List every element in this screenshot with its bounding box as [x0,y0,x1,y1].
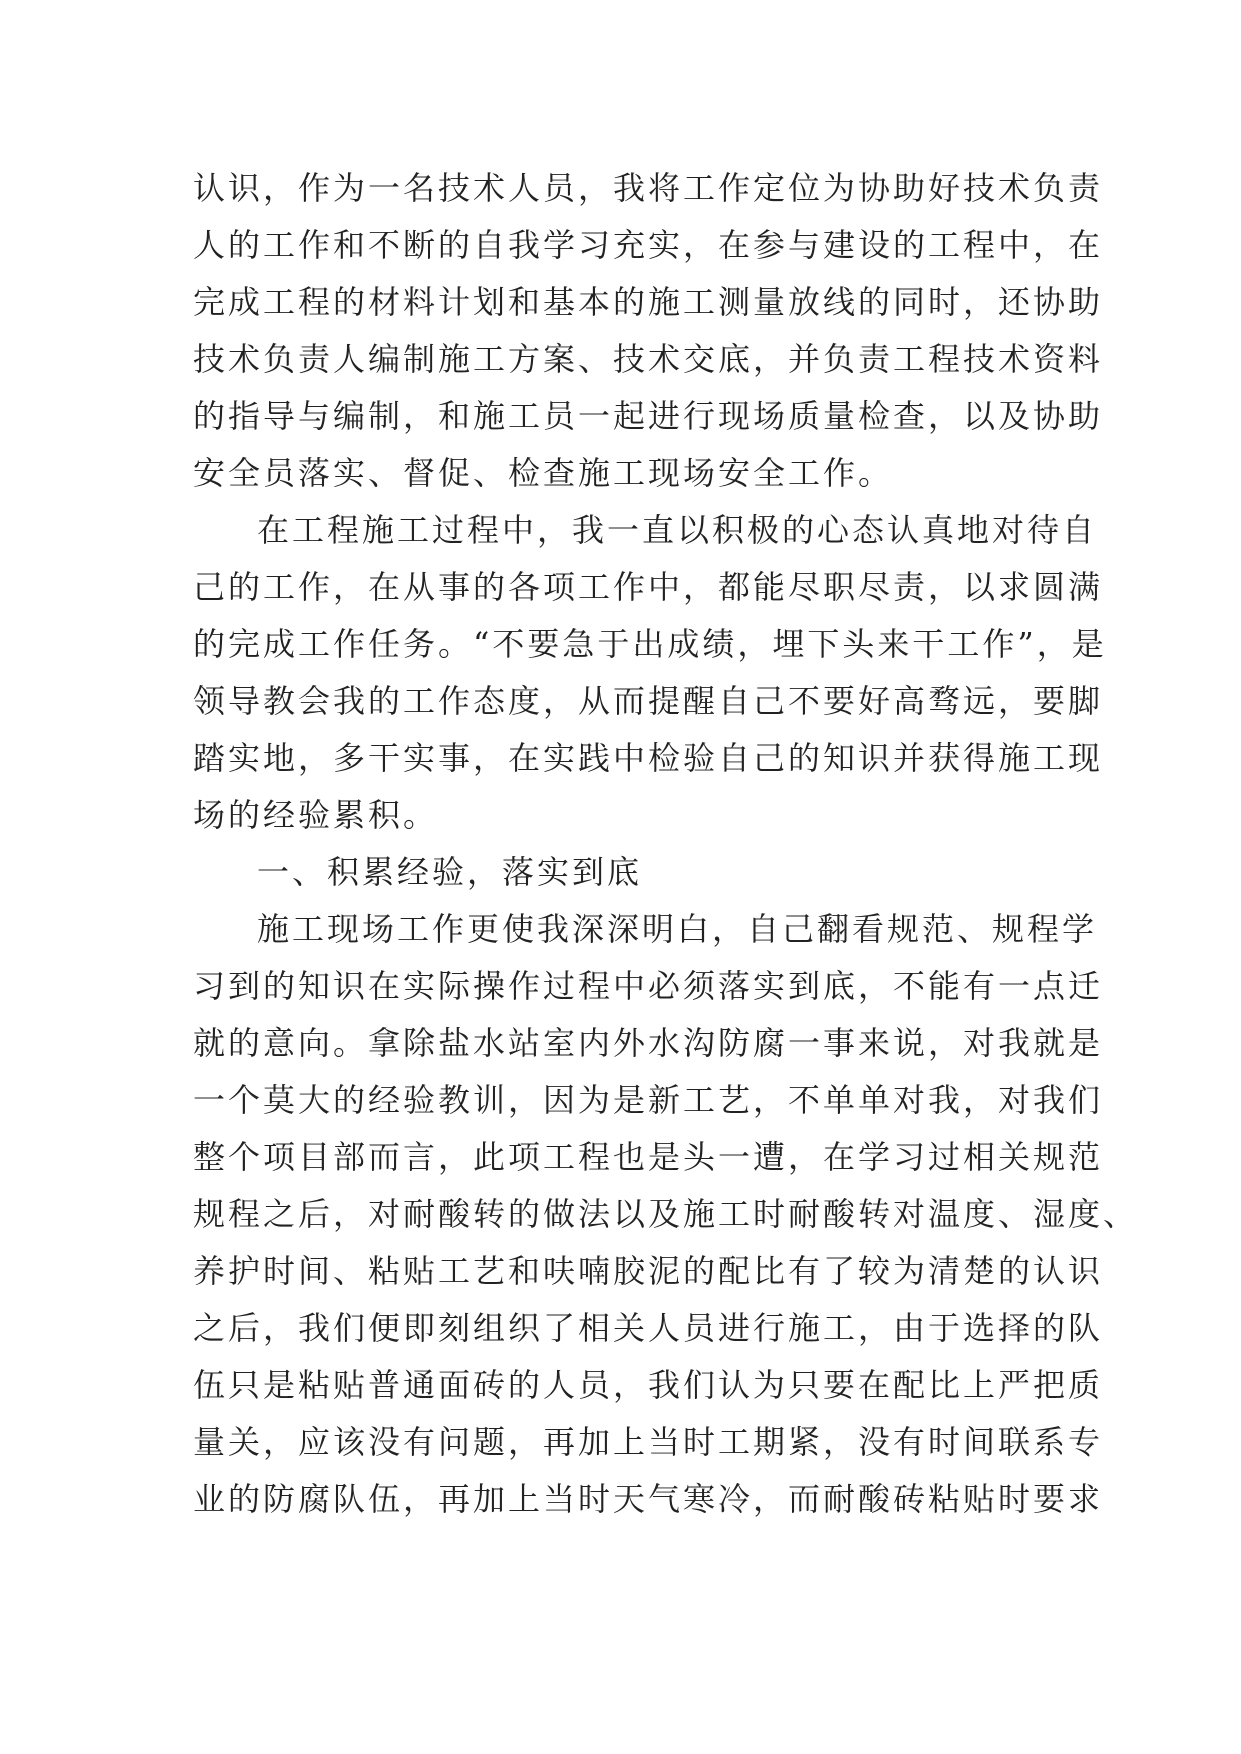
section-heading: 一、积累经验，落实到底 [257,853,643,891]
text-line: 的完成工作任务。“不要急于出成绩，埋下头来干工作”，是 [193,625,1107,663]
text-line: 习到的知识在实际操作过程中必须落实到底，不能有一点迁 [193,967,1104,1005]
text-line: 完成工程的材料计划和基本的施工测量放线的同时，还协助 [193,283,1104,321]
text-line: 踏实地，多干实事，在实践中检验自己的知识并获得施工现 [193,739,1104,777]
text-line: 安全员落实、督促、检查施工现场安全工作。 [193,454,894,492]
text-line: 在工程施工过程中，我一直以积极的心态认真地对待自 [257,511,1098,549]
document-body [193,160,1139,1528]
text-line: 认识，作为一名技术人员，我将工作定位为协助好技术负责 [193,169,1104,207]
text-line: 人的工作和不断的自我学习充实，在参与建设的工程中，在 [193,226,1104,264]
text-line: 的指导与编制，和施工员一起进行现场质量检查，以及协助 [193,397,1104,435]
text-line: 一个莫大的经验教训，因为是新工艺，不单单对我，对我们 [193,1081,1104,1119]
text-line: 场的经验累积。 [193,796,439,834]
text-line: 量关，应该没有问题，再加上当时工期紧，没有时间联系专 [193,1423,1104,1461]
text-line: 整个项目部而言，此项工程也是头一遭，在学习过相关规范 [193,1138,1104,1176]
text-line: 伍只是粘贴普通面砖的人员，我们认为只要在配比上严把质 [193,1366,1104,1404]
text-line: 养护时间、粘贴工艺和呋喃胶泥的配比有了较为清楚的认识 [193,1252,1104,1290]
text-line: 就的意向。拿除盐水站室内外水沟防腐一事来说，对我就是 [193,1024,1104,1062]
text-line: 业的防腐队伍，再加上当时天气寒冷，而耐酸砖粘贴时要求 [193,1480,1104,1518]
text-line: 施工现场工作更使我深深明白，自己翻看规范、规程学 [257,910,1098,948]
text-line: 技术负责人编制施工方案、技术交底，并负责工程技术资料 [193,340,1104,378]
text-line: 之后，我们便即刻组织了相关人员进行施工，由于选择的队 [193,1309,1104,1347]
text-line: 规程之后，对耐酸转的做法以及施工时耐酸转对温度、湿度、 [193,1195,1139,1233]
text-line: 领导教会我的工作态度，从而提醒自己不要好高骛远，要脚 [193,682,1104,720]
text-line: 己的工作，在从事的各项工作中，都能尽职尽责，以求圆满 [193,568,1104,606]
